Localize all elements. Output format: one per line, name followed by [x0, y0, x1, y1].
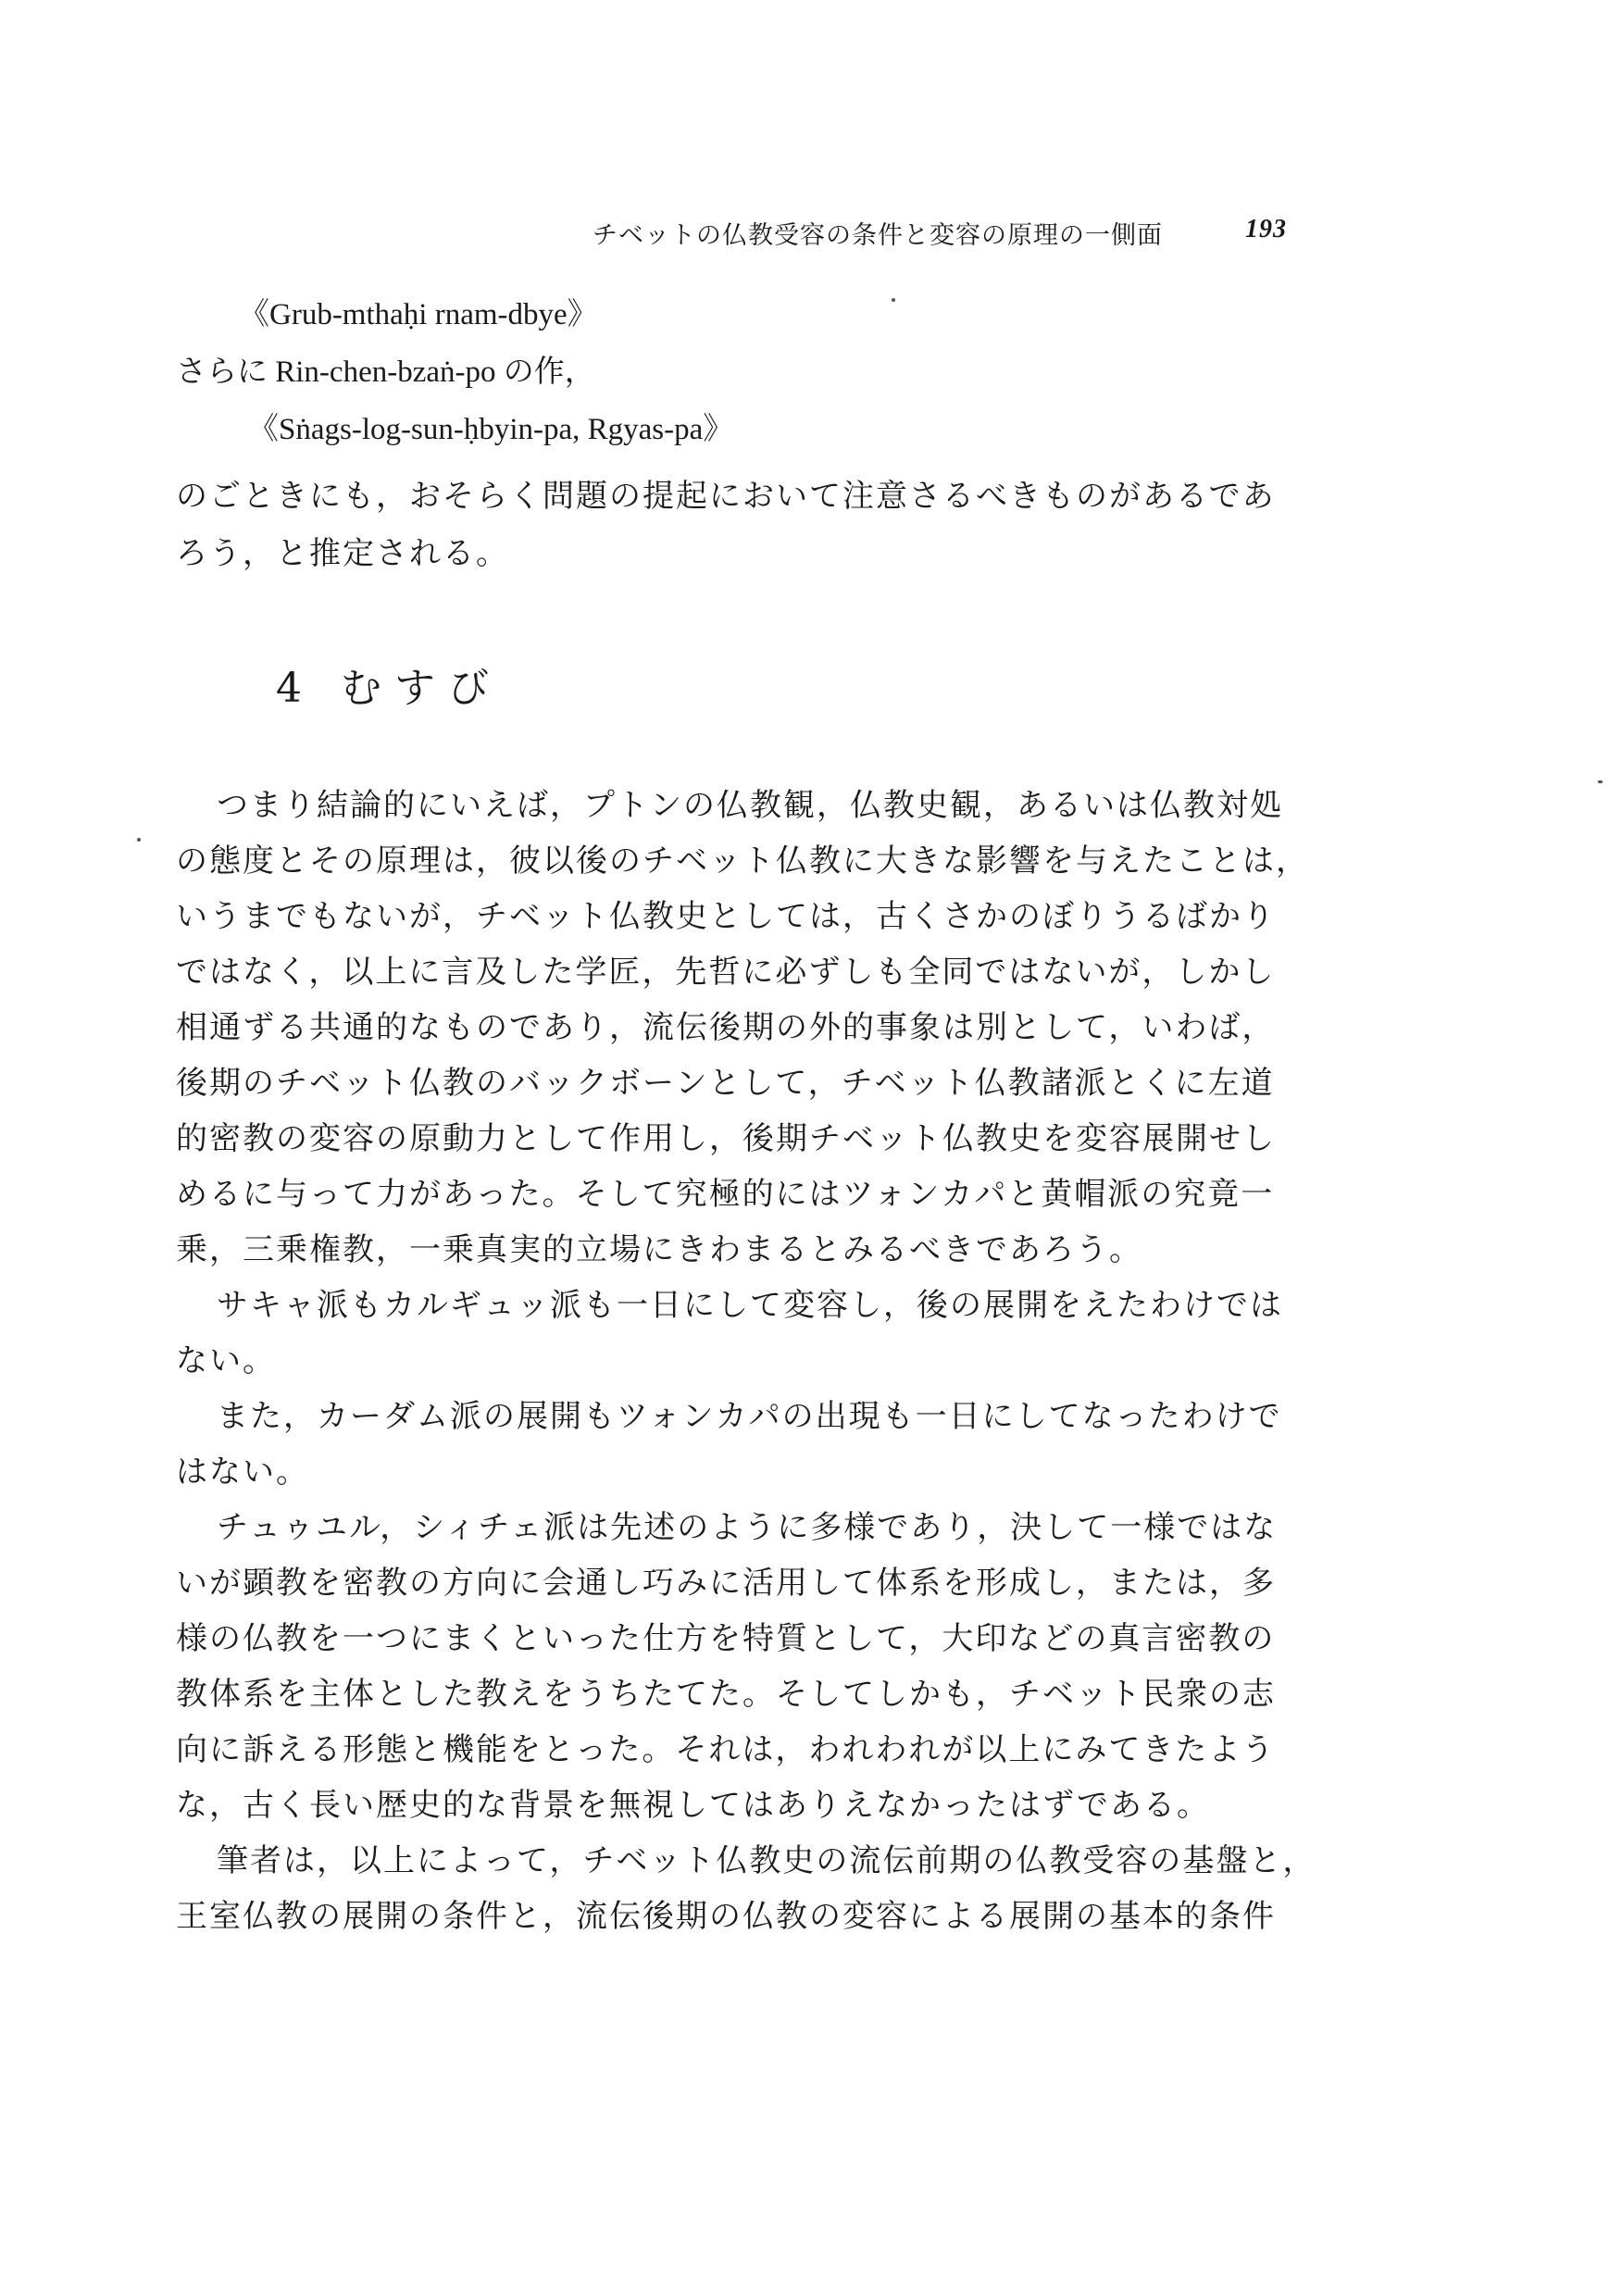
intro-title-1: 《Grub-mthaḥi rnam-dbye》 — [239, 298, 598, 331]
paragraph-2 — [176, 1278, 1324, 1389]
text-line: めるに与って力があった。そして究極的にはツォンカパと黄帽派の究竟一 — [176, 1176, 1275, 1213]
scan-speck — [892, 298, 895, 302]
text-line: 相通ずる共通的なものであり，流伝後期の外的事象は別として，いわば， — [176, 1009, 1276, 1046]
intro-line-2: さらに Rin-chen-bzaṅ-po の作， — [176, 356, 595, 389]
text-line: つまり結論的にいえば，プトンの仏教観，仏教史観，あるいは仏教対処 — [217, 787, 1283, 824]
page-number: 193 — [1245, 215, 1287, 243]
paragraph-5 — [176, 1833, 1324, 1944]
text-line: 様の仏教を一つにまくといった仕方を特質として，大印などの真言密教の — [176, 1620, 1276, 1657]
text-line: 後期のチベット仏教のバックボーンとして，チベット仏教諸派とくに左道 — [176, 1065, 1275, 1102]
text-line: な，古く長い歴史的な背景を無視してはありえなかったはずである。 — [176, 1787, 1211, 1824]
text-line: の態度とその原理は，彼以後のチベット仏教に大きな影響を与えたことは， — [176, 842, 1309, 880]
scan-speck — [1598, 780, 1603, 783]
text-line: 的密教の変容の原動力として作用し，後期チベット仏教史を変容展開せし — [176, 1120, 1276, 1157]
text-line: ではなく，以上に言及した学匠，先哲に必ずしも全同ではないが，しかし — [176, 954, 1276, 991]
text-line: 教体系を主体とした教えをうちたてた。そしてしかも，チベット民衆の志 — [176, 1676, 1276, 1713]
paragraph-4 — [176, 1500, 1324, 1833]
paragraph-1 — [176, 778, 1324, 1278]
text-line: いが顕教を密教の方向に会通し巧みに活用して体系を形成し，または，多 — [176, 1565, 1276, 1602]
running-header — [593, 215, 1305, 256]
scan-speck — [137, 838, 141, 842]
text-line: また，カーダム派の展開もツォンカパの出現も一日にしてなったわけで — [217, 1398, 1282, 1435]
text-line: いうまでもないが，チベット仏教史としては，古くさかのぼりうるばかり — [176, 898, 1276, 935]
text-line: 向に訴える形態と機能をとった。それは，われわれが以上にみてきたよう — [176, 1731, 1276, 1768]
text-line: 乗，三乗権教，一乗真実的立場にきわまるとみるべきであろう。 — [176, 1231, 1142, 1268]
intro-line-5: ろう，と推定される。 — [176, 535, 509, 572]
paragraph-3 — [176, 1389, 1324, 1500]
text-line: ない。 — [176, 1342, 276, 1379]
text-line: チュゥユル，シィチェ派は先述のように多様であり，決して一様ではな — [217, 1509, 1278, 1546]
text-line: 筆者は，以上によって，チベット仏教史の流伝前期の仏教受容の基盤と， — [217, 1842, 1316, 1879]
intro-title-2: 《Sṅags-log-sun-ḥbyin-pa, Rgyas-pa》 — [248, 413, 734, 446]
text-line: サキャ派もカルギュッ派も一日にして変容し，後の展開をえたわけでは — [217, 1287, 1283, 1324]
text-line: 王室仏教の展開の条件と，流伝後期の仏教の変容による展開の基本的条件 — [176, 1898, 1276, 1935]
intro-line-4: のごときにも，おそらく問題の提起において注意さるべきものがあるであ — [176, 478, 1276, 515]
running-title: チベットの仏教受容の条件と変容の原理の一側面 — [593, 221, 1163, 250]
text-line: はない。 — [176, 1454, 309, 1491]
section-heading: 4 むすび — [276, 665, 502, 712]
